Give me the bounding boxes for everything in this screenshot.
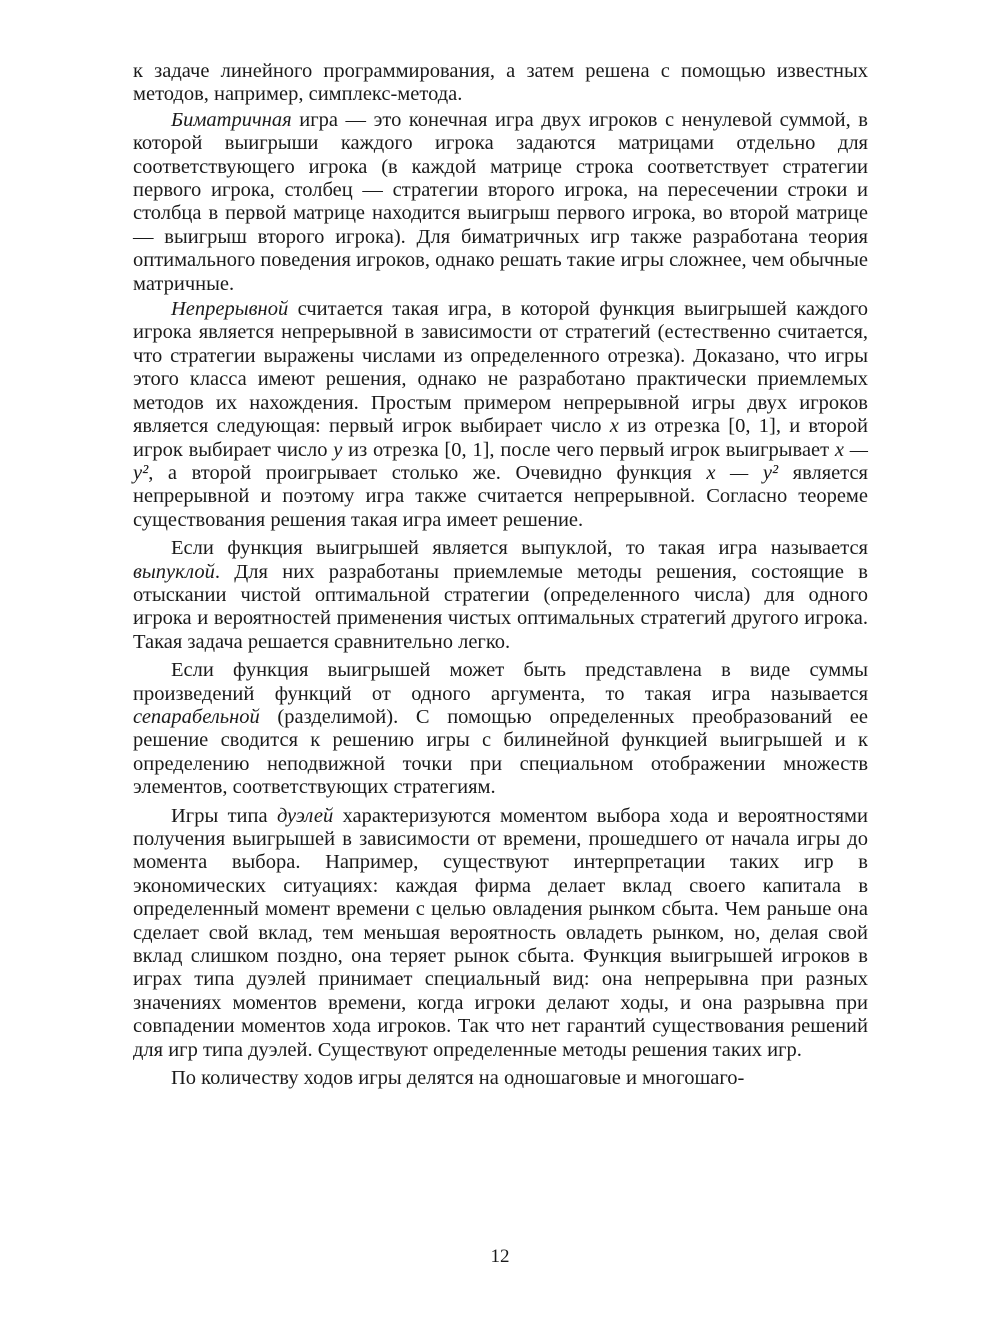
text-segment: из отрезка [0, 1], и второй игрок выбирает число	[133, 415, 868, 461]
formula-x-minus-y-squared: x — y²	[706, 461, 779, 484]
paragraph-moves	[133, 1067, 868, 1090]
text-segment: (разделимой). С помощью определенных преобразований ее решение сводится к решению игры с билинейной функцией выигрышей и к определению неподвижной точки при специальном отображении множеств элементов, соответствующих стратегиям.	[133, 705, 868, 799]
text-segment: игра — это конечная игра двух игроков с ненулевой суммой, в которой выигрыши каждого игрока задаются матрицами отдельно для соответствующего игрока (в каждой матрице строка соответствует стратегии первого игрока, столбец — стратегии второго игрока, на пересечении строки и столбца в первой матрице находится выигрыш первого игрока, во второй матрице — выигрыш второго игрока). Для биматричных игр также разработана теория оптимального поведения игроков, однако решать такие игры сложнее, чем обычные матричные.	[133, 108, 868, 295]
variable-x: x	[609, 415, 619, 438]
page-body	[133, 60, 868, 1090]
term-separable: сепарабельной	[133, 705, 260, 728]
paragraph-continuation	[133, 60, 868, 107]
term-convex: выпуклой	[133, 560, 215, 583]
text-segment: считается такая игра, в которой функция выигрышей каждого игрока является непрерывной в зависимости от стратегий (естественно считается, что стратегии выражены числами из определенного отрезка). Доказано, что игры этого класса имеют решения, однако не разработано практически приемлемых методов их нахождения. Простым примером непрерывной игры двух игроков является следующая: первый игрок выбирает число	[133, 298, 868, 438]
term-continuous: Непрерывной	[171, 298, 289, 321]
text-segment: является непрерывной и поэтому игра также считается непрерывной. Согласно теореме существования решения такая игра имеет решение.	[133, 461, 868, 531]
term-bimatrix: Биматричная	[171, 108, 292, 131]
term-duels: дуэлей	[276, 804, 334, 827]
text-segment: Если функция выигрышей может быть представлена в виде суммы произведений функций от одного аргумента, то такая игра называется	[133, 659, 868, 705]
paragraph-separable	[133, 659, 868, 799]
text-segment: характеризуются моментом выбора хода и вероятностями получения выигрышей в зависимости от времени, прошедшего от начала игры до момента выбора. Например, существуют интерпретации таких игр в экономических ситуациях: каждая фирма делает вклад своего капитала в определенный момент времени с целью овладения рынком сбыта. Чем раньше она сделает свой вклад, тем меньшая вероятность овладеть рынком, но, делая свой вклад слишком поздно, она теряет рынок сбыта. Функция выигрышей игроков в играх типа дуэлей принимает специальный вид: она непрерывна при разных значениях моментов времени, когда игроки делают ходы, и она разрывна при совпадении моментов хода игроков. Так что нет гарантий существования решений для игр типа дуэлей. Существуют определенные методы решения таких игр.	[133, 804, 868, 1061]
text-segment: . Для них разработаны приемлемые методы решения, состоящие в отыскании чистой оптимальной стратегии (определенного числа) для одного игрока и вероятностей применения чистых оптимальных стратегий другого игрока. Такая задача решается сравнительно легко.	[133, 560, 868, 653]
text-segment: Если функция выигрышей является выпуклой, то такая игра называется	[171, 537, 868, 560]
text-segment: Игры типа	[171, 804, 277, 827]
text-segment: из отрезка [0, 1], после чего первый игрок выигрывает	[342, 438, 835, 461]
text-segment: к задаче линейного программирования, а затем решена с помощью известных методов, например, симплекс-метода.	[133, 60, 868, 106]
paragraph-continuous	[133, 298, 868, 532]
formula-x-minus-y-squared: x — y²	[133, 438, 868, 484]
paragraph-convex	[133, 537, 868, 654]
text-segment: По количеству ходов игры делятся на одношаговые и многошаго-	[171, 1067, 745, 1090]
paragraph-duels	[133, 805, 868, 1062]
text-segment: , а второй проигрывает столько же. Очевидно функция	[148, 461, 707, 484]
paragraph-bimatrix	[133, 109, 868, 296]
page-number: 12	[490, 1246, 510, 1267]
variable-y: y	[333, 438, 343, 461]
